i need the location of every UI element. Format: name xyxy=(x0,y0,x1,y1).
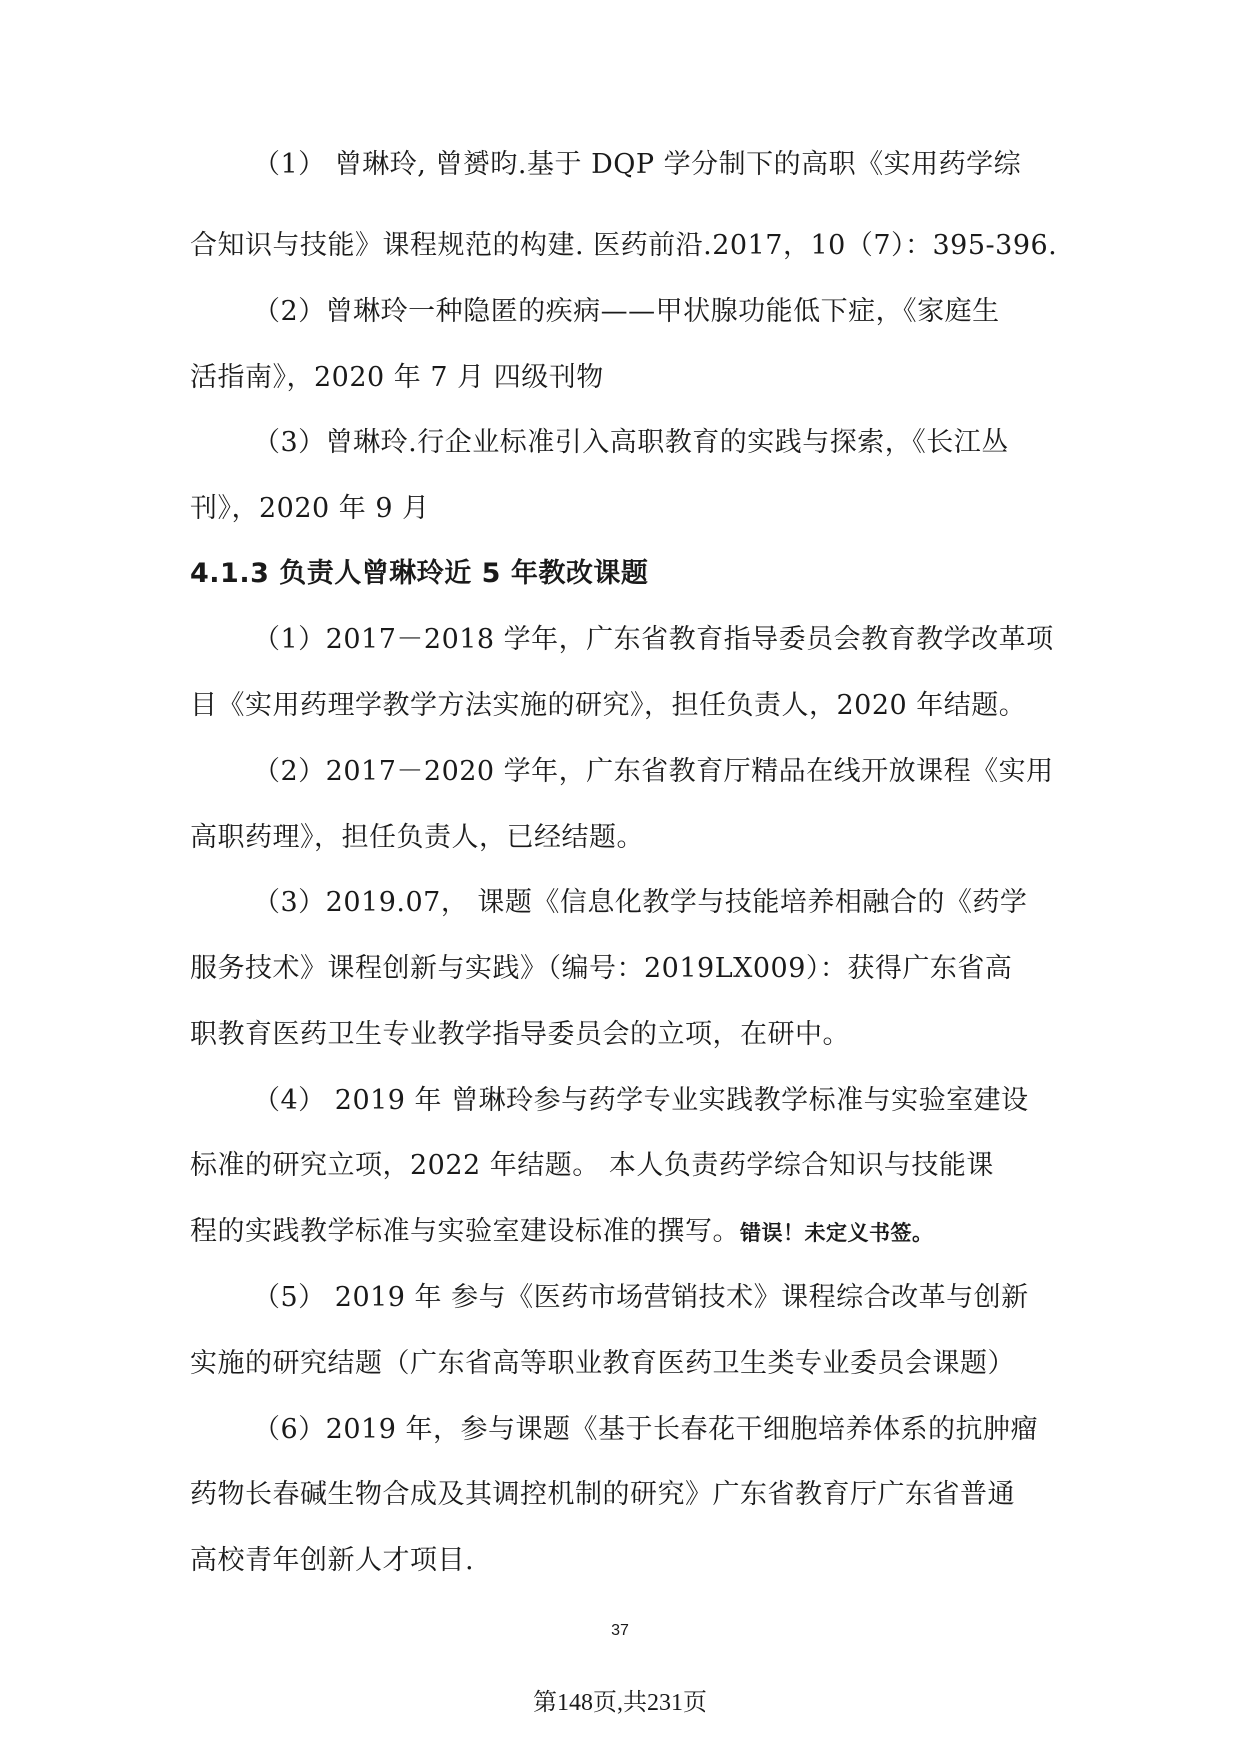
paragraph-7-line-2: 标准的研究立项，2022 年结题。 本人负责药学综合知识与技能课 xyxy=(190,1150,994,1181)
paragraph-5-line-1: （2）2017－2020 学年，广东省教育厅精品在线开放课程《实用 xyxy=(253,756,1054,787)
paragraph-6-line-1: （3）2019.07， 课题《信息化教学与技能培养相融合的《药学 xyxy=(253,887,1028,918)
paragraph-9-line-2: 药物长春碱生物合成及其调控机制的研究》广东省教育厅广东省普通 xyxy=(190,1479,1015,1510)
paragraph-3-line-1: （3）曾琳玲.行企业标准引入高职教育的实践与探索，《长江丛 xyxy=(253,427,1009,458)
paragraph-6-line-2: 服务技术》课程创新与实践》（编号：2019LX009）：获得广东省高 xyxy=(190,953,1013,984)
paragraph-7-line-3 xyxy=(190,1212,934,1253)
paragraph-1-line-1: （1） 曾琳玲, 曾赟昀.基于 DQP 学分制下的高职《实用药学综 xyxy=(253,149,1022,180)
paragraph-1-line-2: 合知识与技能》课程规范的构建. 医药前沿.2017，10（7）：395-396. xyxy=(190,230,1058,261)
paragraph-4-line-2: 目《实用药理学教学方法实施的研究》，担任负责人，2020 年结题。 xyxy=(190,690,1027,721)
paragraph-8-line-2: 实施的研究结题（广东省高等职业教育医药卫生类专业委员会课题） xyxy=(190,1348,1015,1379)
paragraph-2-line-1: （2）曾琳玲一种隐匿的疾病——甲状腺功能低下症，《家庭生 xyxy=(253,296,1000,327)
section-heading: 4.1.3 负责人曾琳玲近 5 年教改课题 xyxy=(190,558,649,589)
paragraph-9-line-1: （6）2019 年，参与课题《基于长春花干细胞培养体系的抗肿瘤 xyxy=(253,1414,1038,1445)
paragraph-9-line-3: 高校青年创新人才项目. xyxy=(190,1545,475,1576)
paragraph-7-line-3-text: 程的实践教学标准与实验室建设标准的撰写。 xyxy=(190,1216,740,1247)
paragraph-6-line-3: 职教育医药卫生专业教学指导委员会的立项，在研中。 xyxy=(190,1019,850,1050)
paragraph-7-line-1: （4） 2019 年 曾琳玲参与药学专业实践教学标准与实验室建设 xyxy=(253,1085,1029,1116)
paragraph-2-line-2: 活指南》，2020 年 7 月 四级刊物 xyxy=(190,362,604,393)
page-count-footer: 第148页,共231页 xyxy=(533,1690,707,1716)
paragraph-3-line-2: 刊》，2020 年 9 月 xyxy=(190,493,430,524)
paragraph-5-line-2: 高职药理》，担任负责人，已经结题。 xyxy=(190,822,644,853)
bookmark-error-text: 错误！未定义书签。 xyxy=(740,1221,934,1245)
page-number: 37 xyxy=(611,1622,629,1639)
paragraph-8-line-1: （5） 2019 年 参与《医药市场营销技术》课程综合改革与创新 xyxy=(253,1282,1029,1313)
paragraph-4-line-1: （1）2017－2018 学年，广东省教育指导委员会教育教学改革项 xyxy=(253,624,1054,655)
